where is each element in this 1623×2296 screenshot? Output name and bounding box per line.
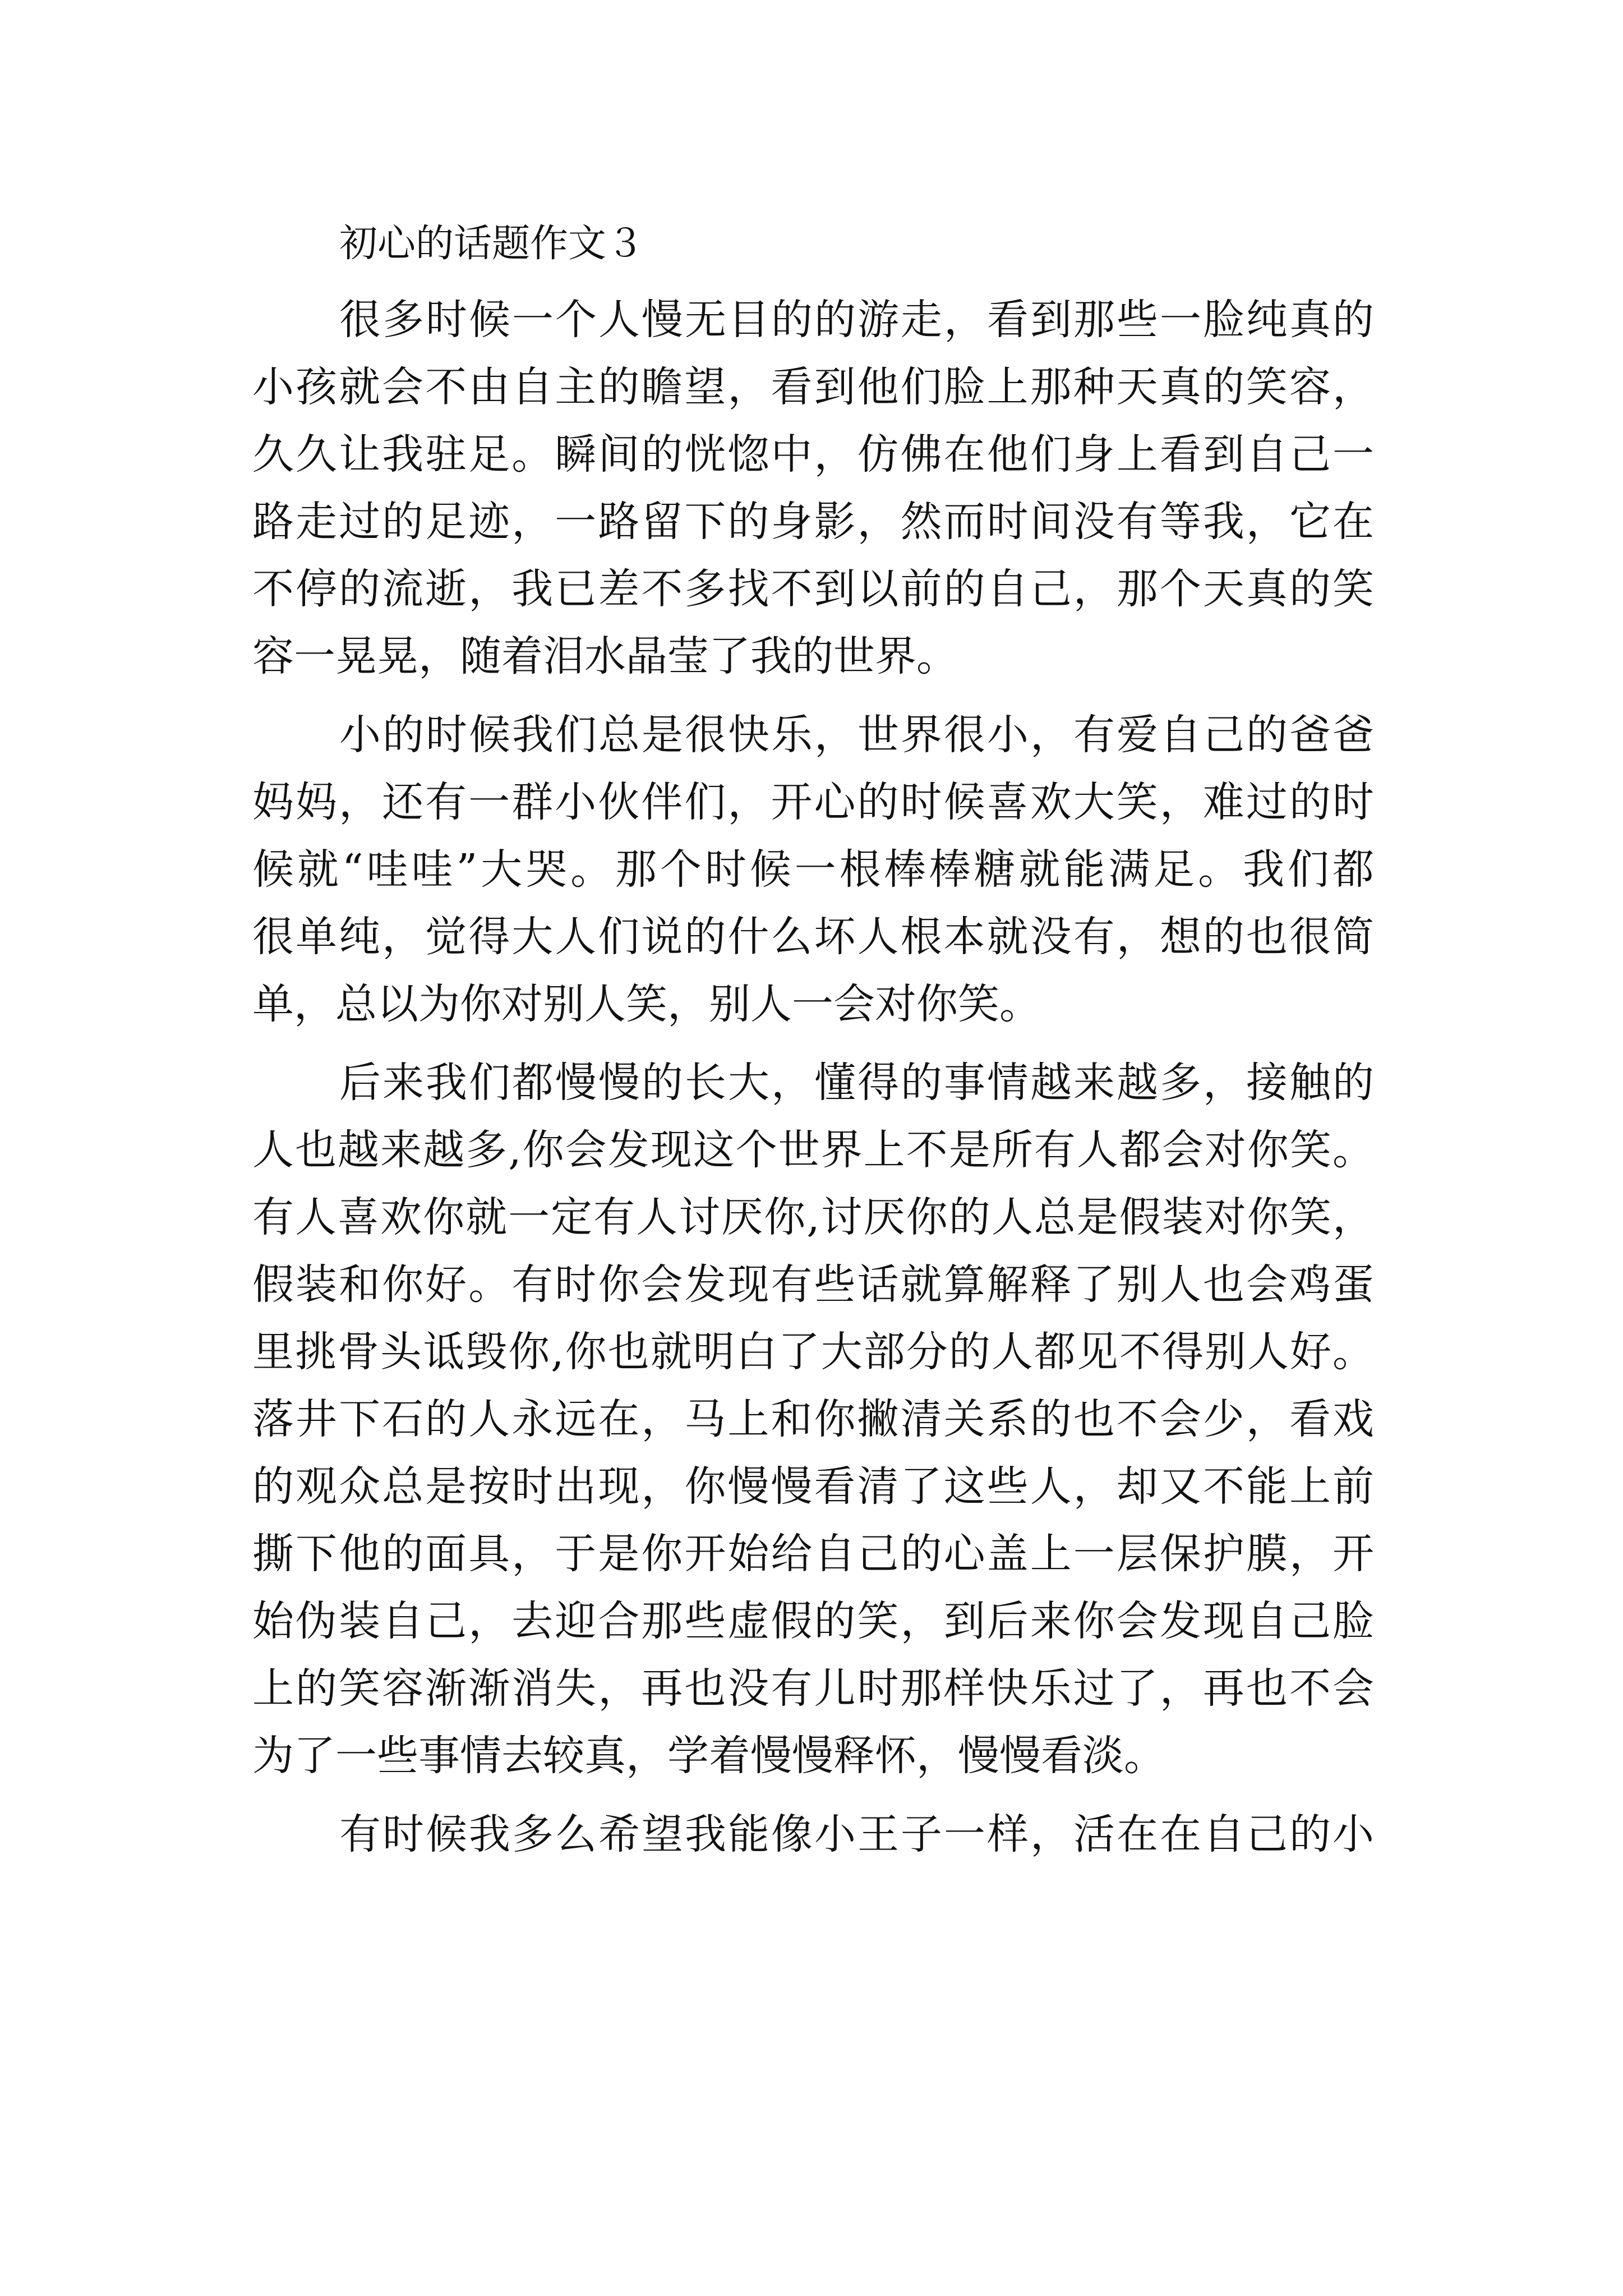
paragraph-1-line-1: 很多时候一个人慢无目的的游走，看到那些一脸纯真的 (339, 296, 1374, 344)
paragraph-1-line-4: 路走过的足迹，一路留下的身影，然而时间没有等我，它在 (252, 498, 1374, 546)
paragraph-2-line-2: 妈妈，还有一群小伙伴们，开心的时候喜欢大笑，难过的时 (252, 778, 1374, 826)
paragraph-1-line-6: 容一晃晃，随着泪水晶莹了我的世界。 (252, 632, 958, 680)
paragraph-3-line-9: 始伪装自己，去迎合那些虚假的笑，到后来你会发现自己脸 (252, 1597, 1374, 1645)
paragraph-3-line-7: 的观众总是按时出现，你慢慢看清了这些人，却又不能上前 (252, 1462, 1374, 1511)
paragraph-3-line-8: 撕下他的面具，于是你开始给自己的心盖上一层保护膜，开 (252, 1530, 1374, 1578)
paragraph-2-line-3: 候就“哇哇”大哭。那个时候一根棒棒糖就能满足。我们都 (252, 845, 1374, 894)
paragraph-2-line-5: 单，总以为你对别人笑，别人一会对你笑。 (252, 980, 1041, 1028)
paragraph-3-line-3: 有人喜欢你就一定有人讨厌你,讨厌你的人总是假装对你笑， (252, 1193, 1374, 1241)
paragraph-3-line-10: 上的笑容渐渐消失，再也没有儿时那样快乐过了，再也不会 (252, 1664, 1374, 1713)
paragraph-1-line-5: 不停的流逝，我已差不多找不到以前的自己，那个天真的笑 (252, 565, 1374, 613)
paragraph-2-line-4: 很单纯，觉得大人们说的什么坏人根本就没有，想的也很简 (252, 913, 1374, 961)
paragraph-3-line-11: 为了一些事情去较真，学着慢慢释怀，慢慢看淡。 (252, 1732, 1165, 1780)
paragraph-3-line-2: 人也越来越多,你会发现这个世界上不是所有人都会对你笑。 (252, 1126, 1374, 1174)
paragraph-3-line-5: 里挑骨头诋毁你,你也就明白了大部分的人都见不得别人好。 (252, 1328, 1374, 1376)
paragraph-3-line-6: 落井下石的人永远在，马上和你撇清关系的也不会少，看戏 (252, 1395, 1374, 1443)
paragraph-1-line-3: 久久让我驻足。瞬间的恍惚中，仿佛在他们身上看到自己一 (252, 430, 1374, 478)
paragraph-1-line-2: 小孩就会不由自主的瞻望，看到他们脸上那种天真的笑容， (252, 363, 1374, 411)
paragraph-3-line-4: 假装和你好。有时你会发现有些话就算解释了别人也会鸡蛋 (252, 1260, 1374, 1309)
paragraph-4-line-1: 有时候我多么希望我能像小王子一样，活在在自己的小 (339, 1810, 1374, 1858)
paragraph-2-line-1: 小的时候我们总是很快乐，世界很小，有爱自己的爸爸 (339, 711, 1374, 759)
document-title: 初心的话题作文３ (339, 222, 645, 266)
paragraph-3-line-1: 后来我们都慢慢的长大，懂得的事情越来越多，接触的 (339, 1059, 1374, 1107)
